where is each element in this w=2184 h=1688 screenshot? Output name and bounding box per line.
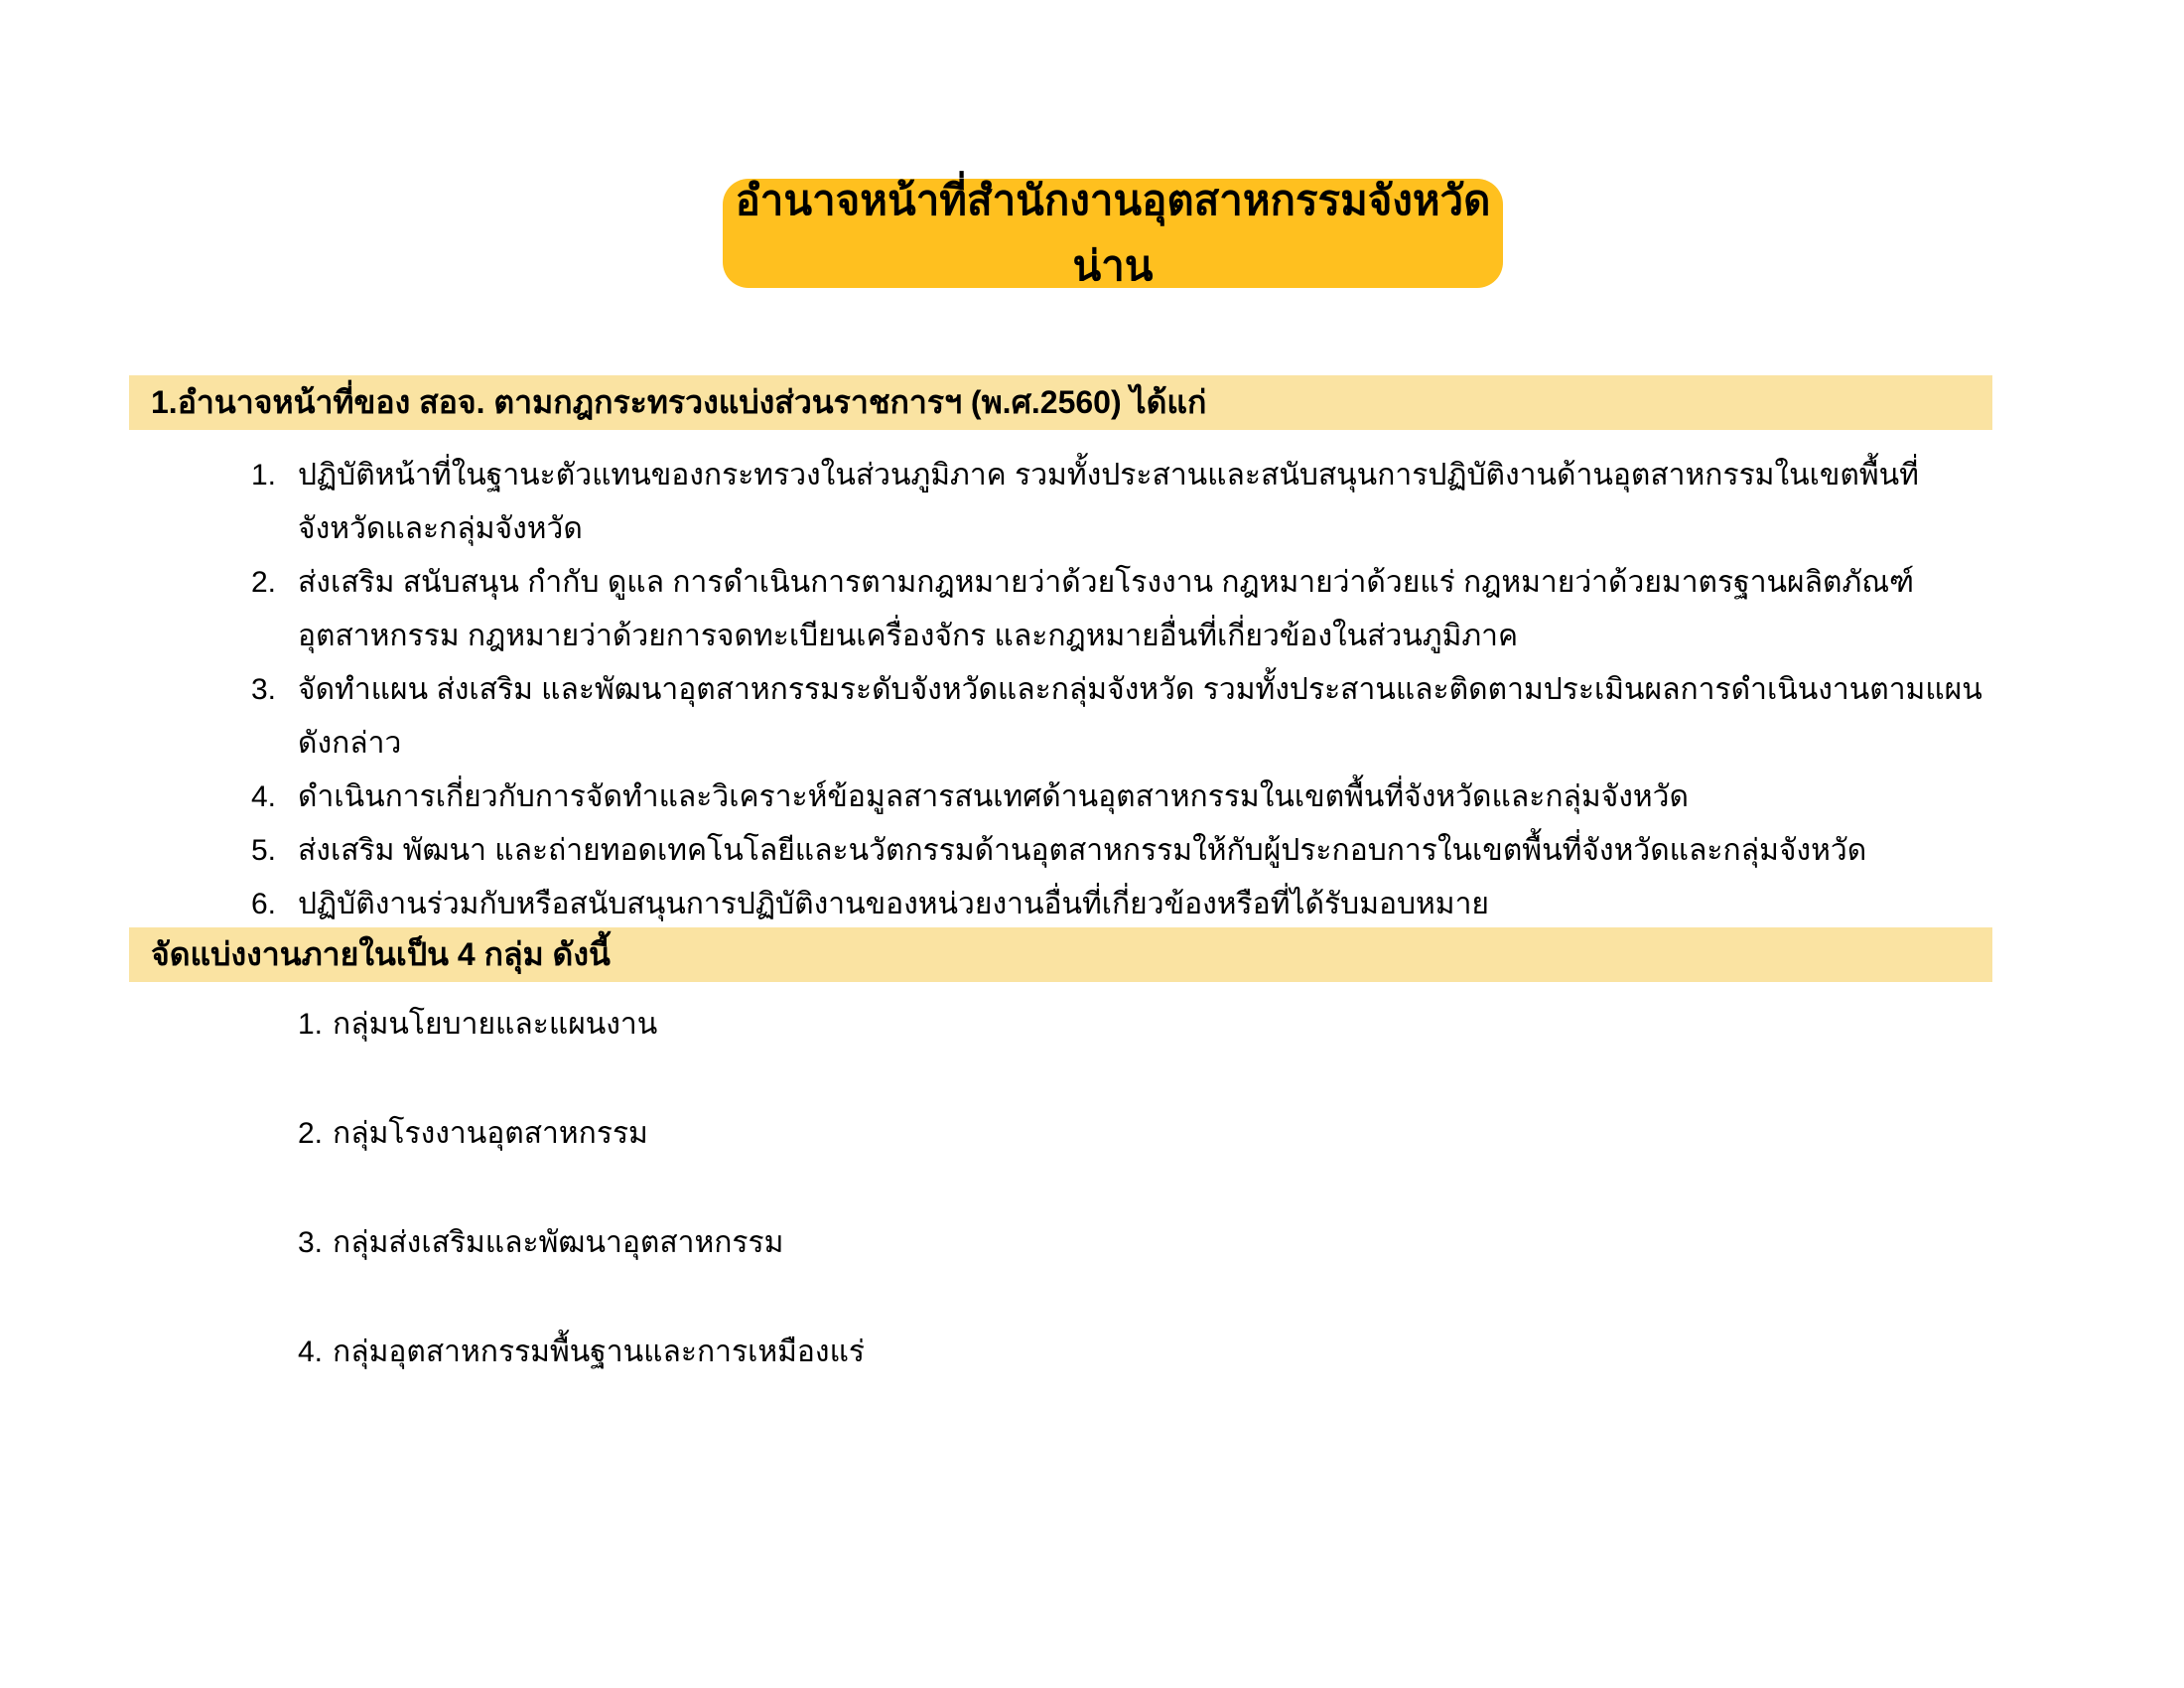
section1-heading-text: 1.อำนาจหน้าที่ของ สอจ. ตามกฎกระทรวงแบ่งส่วนราชการฯ (พ.ศ.2560) ได้แก่ [151,384,1207,420]
title-banner [723,179,1503,288]
list-item [251,771,2000,824]
list-item [298,1331,865,1374]
item-number: 2. [298,1117,324,1150]
list-item [298,1112,865,1156]
list-item [251,663,2000,771]
section2-heading [129,927,1992,982]
list-item [251,878,2000,931]
item-text: ส่งเสริม สนับสนุน กำกับ ดูแล การดำเนินการตามกฎหมายว่าด้วยโรงงาน กฎหมายว่าด้วยแร่ กฎหมายว่าด้วยมาตรฐานผลิตภัณฑ์อุตสาหกรรม กฎหมายว่าด้วยการจดทะเบียนเครื่องจักร และกฎหมายอื่นที่เกี่ยวข้องในส่วนภูมิภาค [298,566,1915,652]
list-item [251,824,2000,878]
item-text: กลุ่มส่งเสริมและพัฒนาอุตสาหกรรม [333,1226,784,1259]
item-number: 6. [251,888,277,920]
item-number: 3. [298,1226,324,1259]
section2-heading-text: จัดแบ่งงานภายในเป็น 4 กลุ่ม ดังนี้ [151,936,611,972]
page-title: อำนาจหน้าที่สำนักงานอุตสาหกรรมจังหวัดน่าน [735,177,1491,289]
item-number: 5. [251,834,277,867]
item-number: 4. [298,1336,324,1368]
list-item [298,1003,865,1047]
list-item [251,449,2000,556]
item-number: 3. [251,673,277,706]
section1-heading [129,375,1992,430]
groups-list [298,1003,865,1440]
item-text: กลุ่มอุตสาหกรรมพื้นฐานและการเหมืองแร่ [333,1336,866,1368]
item-text: กลุ่มโรงงานอุตสาหกรรม [333,1117,648,1150]
item-number: 4. [251,780,277,813]
list-item [251,556,2000,663]
duties-list [251,449,2000,931]
list-item [298,1221,865,1265]
item-number: 1. [298,1008,324,1041]
item-text: กลุ่มนโยบายและแผนงาน [333,1008,658,1041]
item-text: ดำเนินการเกี่ยวกับการจัดทำและวิเคราะห์ข้อมูลสารสนเทศด้านอุตสาหกรรมในเขตพื้นที่จังหวัดและกลุ่มจังหวัด [298,780,1689,813]
item-text: ปฏิบัติหน้าที่ในฐานะตัวแทนของกระทรวงในส่วนภูมิภาค รวมทั้งประสานและสนับสนุนการปฏิบัติงานด้านอุตสาหกรรมในเขตพื้นที่จังหวัดและกลุ่มจังหวัด [298,459,1919,545]
item-text: ปฏิบัติงานร่วมกับหรือสนับสนุนการปฏิบัติงานของหน่วยงานอื่นที่เกี่ยวข้องหรือที่ได้รับมอบหมาย [298,888,1489,920]
item-text: ส่งเสริม พัฒนา และถ่ายทอดเทคโนโลยีและนวัตกรรมด้านอุตสาหกรรมให้กับผู้ประกอบการในเขตพื้นที่จังหวัดและกลุ่มจังหวัด [298,834,1867,867]
item-number: 2. [251,566,277,599]
item-text: จัดทำแผน ส่งเสริม และพัฒนาอุตสาหกรรมระดับจังหวัดและกลุ่มจังหวัด รวมทั้งประสานและติดตามประเมินผลการดำเนินงานตามแผนดังกล่าว [298,673,1982,760]
item-number: 1. [251,459,277,492]
